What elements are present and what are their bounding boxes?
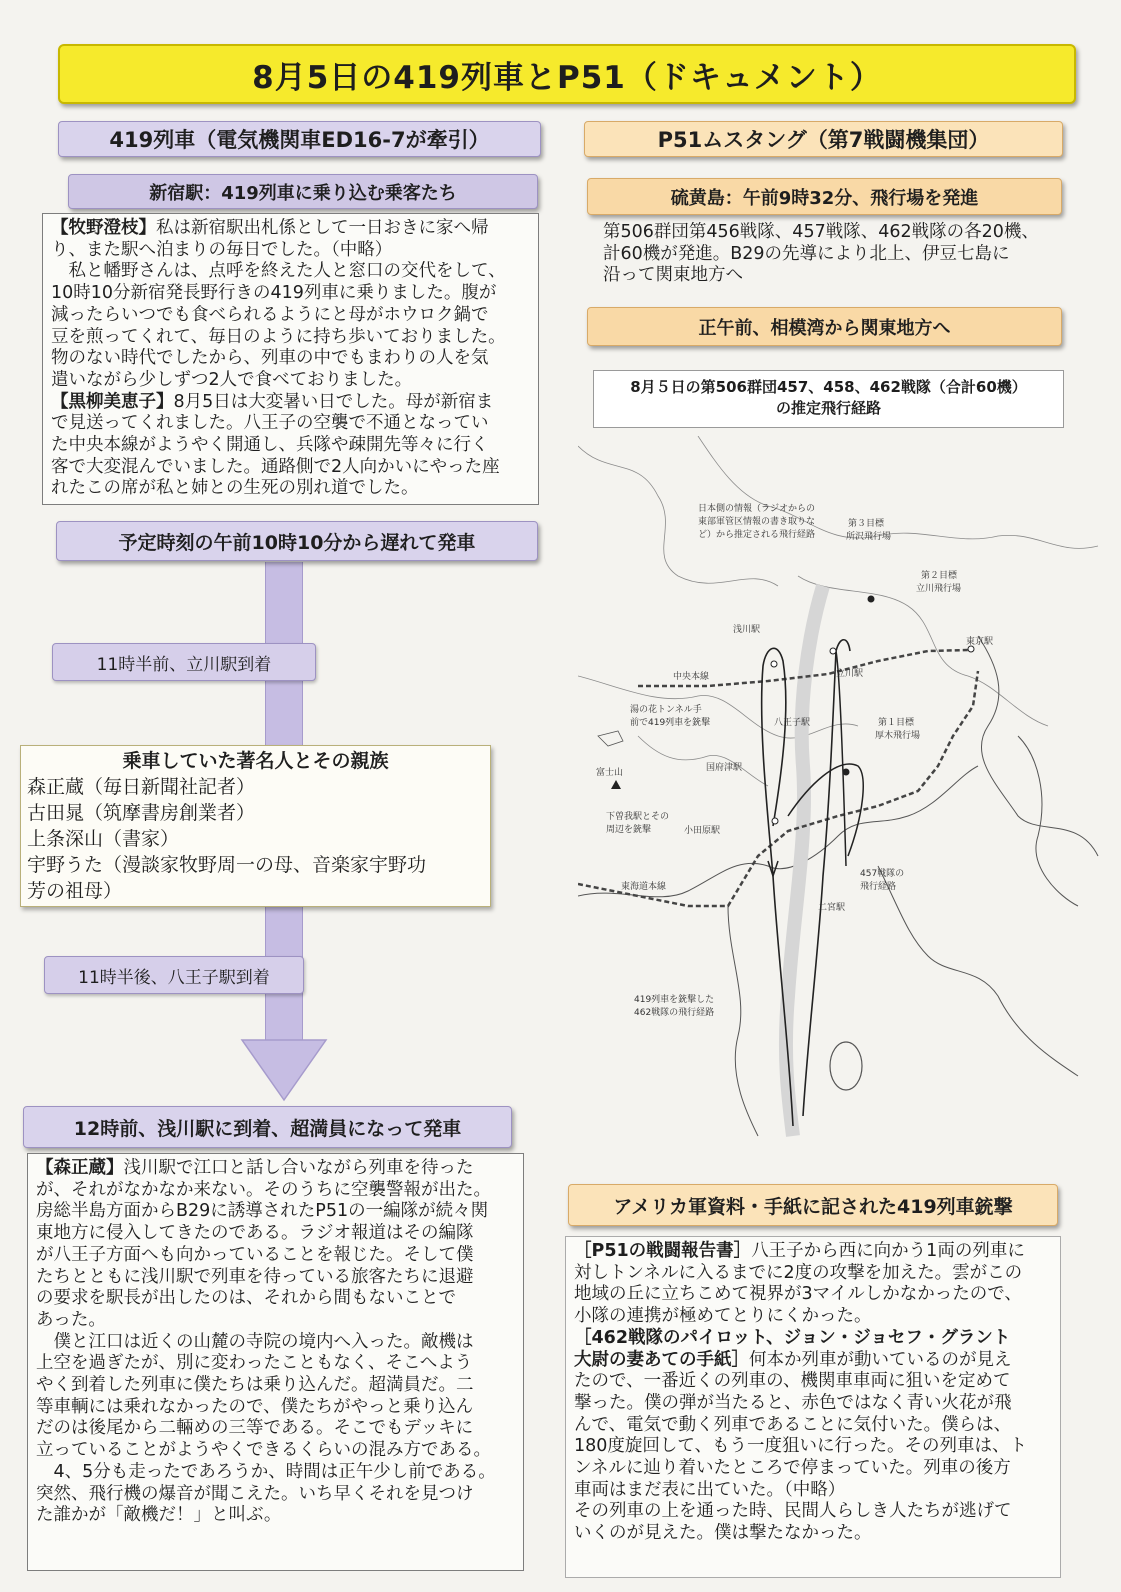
passenger-item: 森正蔵（毎日新聞社記者） [27, 776, 256, 798]
text-line: 小隊の連携が極めてとりにくかった。 [574, 1306, 872, 1327]
target-1-marker [843, 769, 850, 776]
text-line: 8月5日は大変暑い日でした。母が新宿ま [173, 391, 494, 412]
text-line: で見送ってくれました。八王子の空襲で不通となってい [51, 413, 489, 434]
shinjuku-subheader: 新宿駅：419列車に乗り込む乗客たち [68, 174, 538, 209]
map-label: 富士山 [596, 768, 624, 778]
text-line: んで、電気で動く列車であることに気付いた。僕らは、 [574, 1414, 1012, 1435]
text-line: の要求を駅長が出したのは、それから間もないことで [36, 1288, 456, 1309]
text-line: やく到着した列車に僕たちは乗り込んだ。超満員だ。二 [36, 1375, 474, 1396]
caption-line: の推定飛行経路 [775, 399, 881, 417]
map-label: 所沢飛行場 [846, 532, 892, 542]
source-grant-letter: ［462戦隊のパイロット、ジョン・ジョセフ・グラント [574, 1327, 1011, 1348]
map-label: 419列車を銃撃した [634, 995, 715, 1005]
american-records-header: アメリカ軍資料・手紙に記された419列車銃撃 [568, 1184, 1058, 1226]
text-line: 東地方に侵入してきたのである。ラジオ報道はその編隊 [36, 1223, 474, 1244]
map-label: ど）から推定される飛行経路 [698, 530, 816, 540]
text-line: 私は新宿駅出札係として一日おきに家へ帰 [156, 218, 489, 238]
tachikawa-arrival-pill: 11時半前、立川駅到着 [52, 643, 316, 681]
speaker-mori: 【森正蔵】 [36, 1158, 124, 1178]
speaker-makino: 【牧野澄枝】 [51, 218, 156, 238]
iwo-jima-text [603, 222, 1073, 287]
mt-fuji-icon [611, 780, 621, 789]
passenger-item: 古田晁（筑摩書房創業者） [27, 802, 256, 824]
text-line: 車両はまだ表に出ていた。（中略） [574, 1479, 846, 1500]
text-line: 突然、飛行機の爆音が聞こえた。いち早くそれを見つけ [36, 1483, 474, 1504]
text-line: たちとともに浅川駅で列車を待っている旅客たちに退避 [36, 1266, 474, 1287]
map-label: 国府津駅 [706, 763, 743, 773]
passenger-item: 宇野うた（漫談家牧野周一の母、音楽家宇野功 [27, 854, 427, 876]
text-line: 私と幡野さんは、点呼を終えた人と窓口の交代をして、 [51, 261, 506, 282]
flight-route-map [578, 436, 1108, 1146]
departure-header: 予定時刻の午前10時10分から遅れて発車 [56, 521, 538, 561]
target-2-marker [868, 596, 875, 603]
island [598, 731, 623, 746]
map-label: 東部軍管区情報の書き取りな [698, 517, 816, 527]
text-line: 10時10分新宿発長野行きの419列車に乗りました。腹が [51, 283, 497, 304]
tachikawa-marker [830, 648, 836, 654]
testimony-box-shinjuku [42, 213, 539, 505]
boundary-line [638, 736, 768, 786]
speaker-kuroyanagi: 【黒柳美恵子】 [51, 391, 174, 412]
text-line: が八王子方面へも向かっていることを報じた。そして僕 [36, 1244, 474, 1265]
famous-passengers-box [20, 745, 491, 907]
text-line: 撃った。僕の弾が当たると、赤色ではなく青い火花が飛 [574, 1392, 1012, 1413]
text-line: た中央本線がようやく開通し、兵隊や疎開先等々に行く [51, 435, 489, 456]
text-line: 対しトンネルに入るまでに2度の攻撃を加えた。雲がこの [574, 1262, 1023, 1283]
map-label: 厚木飛行場 [875, 731, 921, 741]
text-line: が、それがなかなか来ない。そのうちに空襲警報が出た。 [36, 1179, 491, 1200]
map-label: 立川駅 [836, 669, 864, 679]
text-line: 浅川駅で江口と話し合いながら列車を待った [123, 1158, 474, 1178]
map-label: 周辺を銃撃 [606, 825, 652, 835]
text-line: 立っていることがようやくできるくらいの混み方である。 [36, 1440, 491, 1461]
odawara-marker [772, 818, 778, 824]
text-line: た誰かが「敵機だ！」と叫ぶ。 [36, 1505, 282, 1526]
text-line: だのは後尾から二輛めの三等である。そこでもデッキに [36, 1418, 474, 1439]
text-line: 客で大変混んでいました。通路側で2人向かいにやった座 [51, 456, 500, 477]
map-label: 小田原駅 [684, 826, 721, 836]
japanese-estimated-route [786, 586, 823, 1136]
asakawa-header: 12時前、浅川駅に到着、超満員になって発車 [23, 1106, 512, 1148]
p51-header: P51ムスタング（第7戦闘機集団） [584, 121, 1063, 157]
coastline [978, 636, 1098, 856]
map-label: 下曽我駅とその [606, 812, 670, 822]
route-457 [803, 640, 850, 1116]
text-line: 何本か列車が動いているのが見え [749, 1349, 1012, 1370]
hachioji-arrival-pill: 11時半後、八王子駅到着 [44, 956, 304, 994]
map-label: 462戦隊の飛行経路 [634, 1008, 715, 1018]
train-419-header: 419列車（電気機関車ED16-7が牽引） [58, 121, 541, 157]
coastline [878, 866, 1078, 1076]
text-line: その列車の上を通った時、民間人らしき人たちが逃げて [574, 1501, 1012, 1522]
text-line: あった。 [36, 1309, 106, 1330]
map-label: 日本側の情報（ラジオからの [698, 504, 816, 514]
passenger-item: 上条深山（書家） [27, 828, 180, 850]
map-label: 立川飛行場 [916, 584, 962, 594]
map-label: 東京駅 [966, 637, 994, 647]
iwo-jima-subheader: 硫黄島：午前9時32分、飛行場を発進 [587, 178, 1062, 215]
map-label: 中央本線 [673, 672, 710, 682]
text-line: 沿って関東地方へ [603, 265, 743, 285]
text-line: 180度旋回して、もう一度狙いに行った。その列車は、ト [574, 1436, 1028, 1457]
text-line: 4、5分も走ったであろうか、時間は正午少し前である。 [36, 1461, 496, 1482]
map-label: 東海道本線 [621, 882, 667, 892]
map-label: 第２目標 [921, 571, 958, 581]
text-line: 房総半島方面からB29に誘導されたP51の一編隊が続々関 [36, 1201, 489, 1222]
text-line: 豆を煎ってくれて、毎日のように持ち歩いておりました。 [51, 326, 506, 347]
source-combat-report: ［P51の戦闘報告書］ [574, 1241, 752, 1261]
map-label: 第３目標 [848, 519, 885, 529]
text-line: り、また駅へ泊まりの毎日でした。（中略） [51, 239, 393, 260]
text-line: 八王子から西に向かう1両の列車に [751, 1241, 1025, 1261]
famous-heading: 乗車していた著名人とその親族 [122, 750, 389, 772]
text-line: 等車輌には乗れなかったので、僕たちがやっと乗り込ん [36, 1396, 474, 1417]
map-label: 前で419列車を銃撃 [630, 718, 711, 728]
testimony-box-mori [27, 1153, 524, 1571]
island [830, 1042, 862, 1090]
hachioji-marker [771, 661, 777, 667]
passenger-item: 芳の祖母） [27, 880, 123, 902]
text-line: 地域の丘に立ちこめて視界が3マイルしかなかったので、 [574, 1284, 1022, 1305]
map-label: 第１目標 [878, 718, 915, 728]
text-line: いくのが見えた。僕は撃たなかった。 [574, 1523, 872, 1544]
text-line: 僕と江口は近くの山麓の寺院の境内へ入った。敵機は [36, 1331, 474, 1352]
page-title: 8月5日の419列車とP51（ドキュメント） [58, 44, 1076, 104]
map-label: 浅川駅 [733, 625, 761, 635]
text-line: 遣いながら少しずつ2人で食べておりました。 [51, 369, 413, 390]
map-caption [593, 370, 1064, 428]
boundary-line [578, 446, 778, 586]
map-label: 飛行経路 [860, 882, 897, 892]
text-line: たので、一番近くの列車の、機関車車両に狙いを定めて [574, 1371, 1011, 1392]
text-line: れたこの席が私と姉との生死の別れ道でした。 [51, 478, 419, 499]
caption-line: 8月５日の第506群団457、458、462戦隊（合計60機） [630, 378, 1027, 396]
source-grant-letter-cont: 大尉の妻あての手紙］ [574, 1349, 749, 1370]
text-line: 減ったらいつでも食べられるようにと母がホウロク鍋で [51, 304, 489, 325]
map-label: 二宮駅 [818, 903, 846, 913]
text-line: 計60機が発進。B29の先導により北上、伊豆七島に [603, 243, 1010, 264]
text-line: 上空を過ぎたが、別に変わったこともなく、そこへよう [36, 1353, 473, 1374]
sagami-bay-subheader: 正午前、相模湾から関東地方へ [587, 307, 1062, 346]
coastline [1018, 736, 1078, 906]
american-records-box [565, 1236, 1061, 1578]
text-line: 第506群団第456戦隊、457戦隊、462戦隊の各20機、 [603, 222, 1039, 242]
map-label: 湯の花トンネル手 [630, 705, 702, 715]
timeline-arrow-head [240, 1038, 328, 1104]
text-line: 物のない時代でしたから、列車の中でもまわりの人を気 [51, 348, 489, 369]
text-line: ンネルに辿り着いたところで停まっていた。列車の後方 [574, 1458, 1011, 1479]
map-label: 457戦隊の [860, 869, 905, 879]
coastline [728, 906, 758, 1136]
map-label: 八王子駅 [774, 718, 811, 728]
